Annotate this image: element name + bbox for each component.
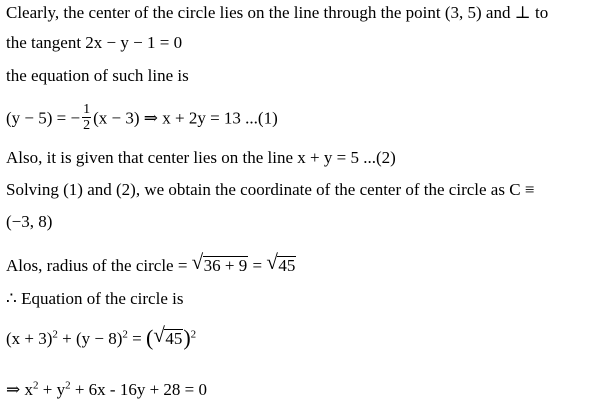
text-line-equation-of-circle: ∴ Equation of the circle is xyxy=(6,289,184,308)
sqrt-symbol: √ xyxy=(266,250,278,274)
text-line-center-coordinates: (−3, 8) xyxy=(6,212,53,231)
sqrt-argument: 45 xyxy=(165,329,183,348)
paren-open: ( xyxy=(146,325,154,350)
exponent: 2 xyxy=(33,379,39,392)
text-line-center-condition: Clearly, the center of the circle lies on the line through the point (3, 5) and ⊥ to xyxy=(6,3,549,22)
term-x2: ⇒ x xyxy=(6,380,33,399)
equation-line-1 xyxy=(6,104,278,135)
term-y2: + y xyxy=(38,380,66,399)
exponent: 2 xyxy=(190,328,197,341)
equation-circle-general xyxy=(6,380,207,400)
term-x: (x + 3) xyxy=(6,329,53,348)
paren-close: ) xyxy=(183,325,191,350)
exponent: 2 xyxy=(52,328,58,341)
term-y: + (y − 8) xyxy=(57,329,123,348)
sqrt-symbol: √ xyxy=(153,323,165,347)
equation-circle-standard xyxy=(6,323,197,350)
sqrt-expression-3 xyxy=(153,323,183,349)
equals-sign: = xyxy=(127,329,147,348)
exponent: 2 xyxy=(122,328,128,341)
eq1-right: (x − 3) ⇒ x + 2y = 13 ...(1) xyxy=(93,108,278,128)
fraction-one-half xyxy=(82,102,91,133)
sqrt-argument: 36 + 9 xyxy=(203,256,248,275)
fraction-numerator: 1 xyxy=(83,102,91,117)
sqrt-symbol: √ xyxy=(191,250,204,274)
equals-sign: = xyxy=(248,256,267,275)
text-line-tangent: the tangent 2x − y − 1 = 0 xyxy=(6,33,183,52)
exponent: 2 xyxy=(65,379,71,392)
sqrt-argument: 45 xyxy=(278,256,296,275)
text-line-second-condition: Also, it is given that center lies on the line x + y = 5 ...(2) xyxy=(6,148,396,167)
sqrt-expression-1 xyxy=(191,250,249,276)
text-line-solving: Solving (1) and (2), we obtain the coordinate of the center of the circle as C ≡ xyxy=(6,180,535,199)
text-line-equation-intro: the equation of such line is xyxy=(6,66,189,85)
radius-label: Alos, radius of the circle = xyxy=(6,256,192,275)
fraction-denominator: 2 xyxy=(83,118,91,133)
remaining-terms: + 6x - 16y + 28 = 0 xyxy=(70,380,208,399)
text-line-radius xyxy=(6,250,296,276)
sqrt-expression-2 xyxy=(266,250,296,276)
eq1-left: (y − 5) = − xyxy=(6,108,81,128)
